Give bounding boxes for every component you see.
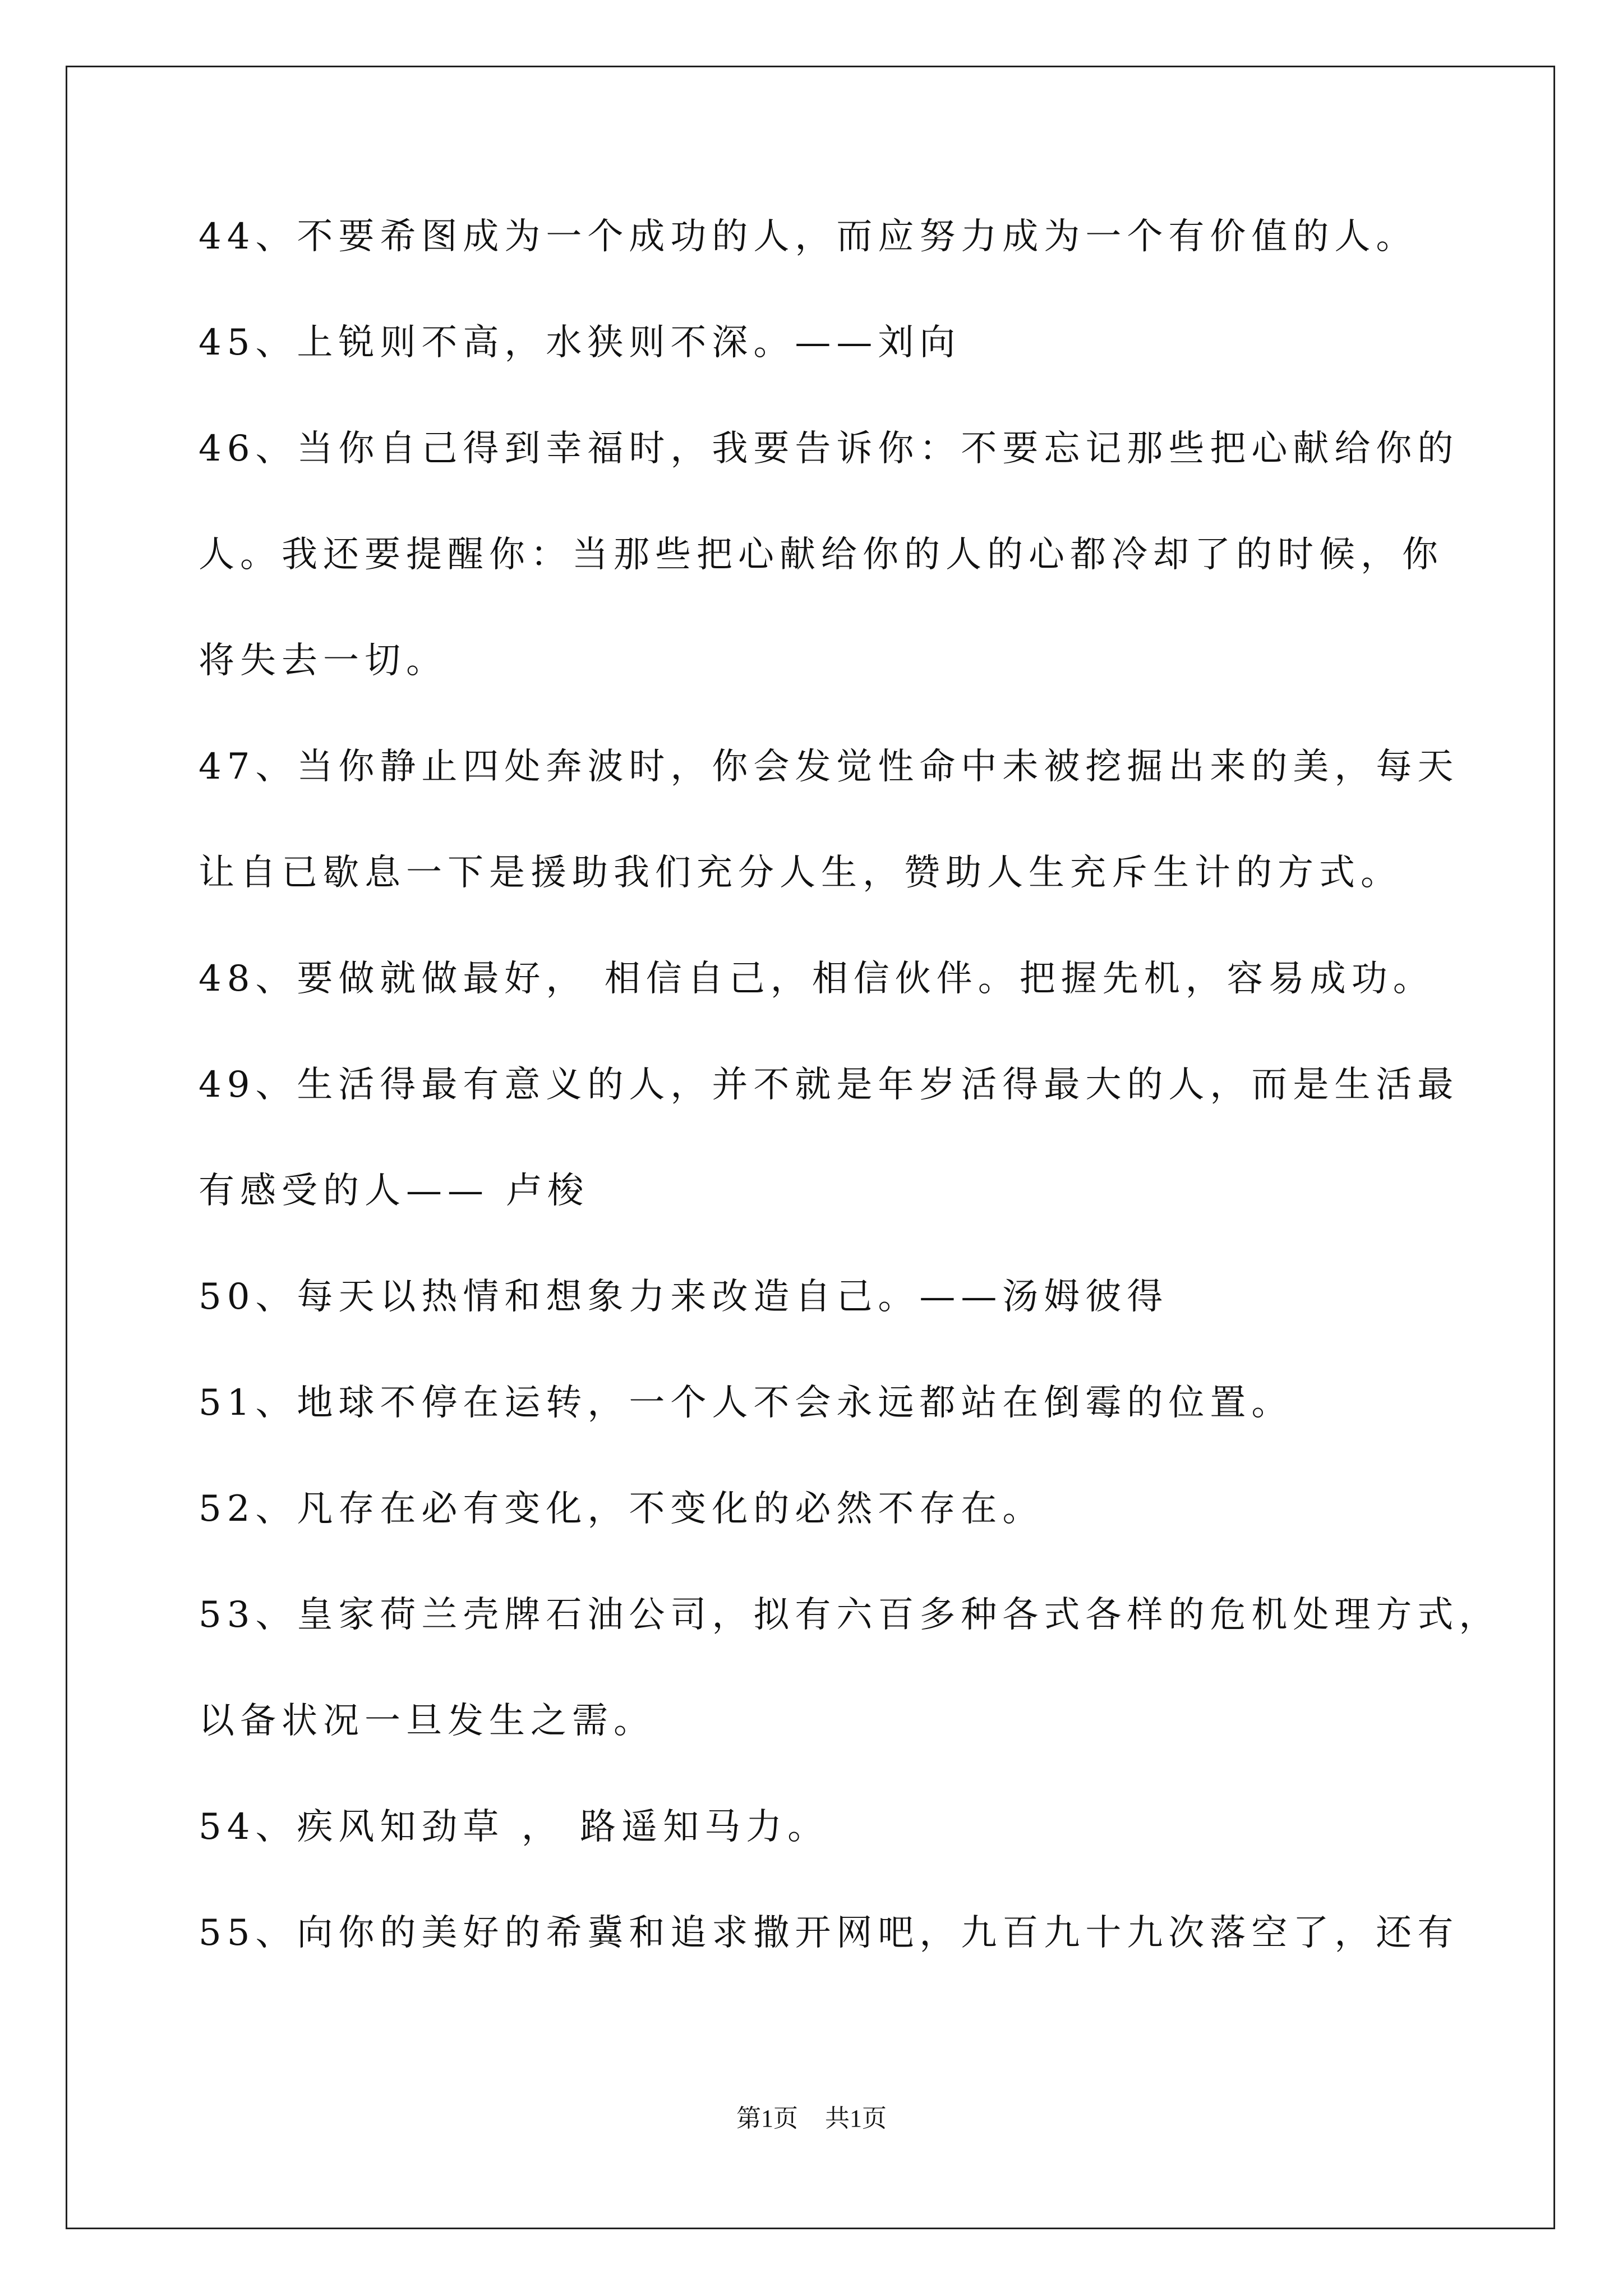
text-line: 有感受的人—— 卢梭 [199,1170,589,1212]
text-line: 人。我还要提醒你：当那些把心献给你的人的心都冷却了的时候，你 [199,534,1444,576]
page-number-current: 第1页 [736,2105,798,2132]
text-line: 47、当你静止四处奔波时，你会发觉性命中未被挖掘出来的美，每天 [199,746,1459,788]
page-footer [0,2098,1623,2134]
text-line: 以备状况一旦发生之需。 [199,1700,655,1742]
text-line: 54、疾风知劲草 ， 路遥知马力。 [199,1806,829,1848]
text-line: 49、生活得最有意义的人，并不就是年岁活得最大的人，而是生活最 [199,1064,1459,1106]
text-line: 51、地球不停在运转，一个人不会永远都站在倒霉的位置。 [199,1382,1293,1424]
text-line: 45、上锐则不高，水狭则不深。——刘向 [199,322,961,364]
text-line: 50、每天以热情和想象力来改造自己。——汤姆彼得 [199,1276,1169,1318]
text-line: 让自已歇息一下是援助我们充分人生，赞助人生充斥生计的方式。 [199,852,1402,894]
text-line: 52、凡存在必有变化，不变化的必然不存在。 [199,1488,1044,1530]
text-line: 将失去一切。 [199,640,448,682]
document-body [199,216,1501,2019]
text-line: 46、当你自己得到幸福时，我要告诉你：不要忘记那些把心献给你的 [199,428,1459,470]
text-line: 53、皇家荷兰壳牌石油公司，拟有六百多种各式各样的危机处理方式， [199,1594,1501,1636]
text-line: 44、不要希图成为一个成功的人，而应努力成为一个有价值的人。 [199,216,1418,257]
text-line: 55、向你的美好的希冀和追求撒开网吧，九百九十九次落空了，还有 [199,1912,1459,1954]
text-line: 48、要做就做最好， 相信自己，相信伙伴。把握先机，容易成功。 [199,958,1435,1000]
page-number-total: 共1页 [825,2105,887,2132]
